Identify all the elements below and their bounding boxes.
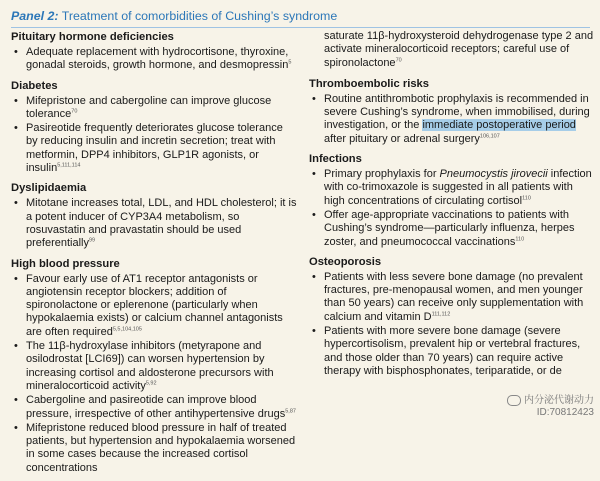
reference-marker[interactable]: 111,112: [431, 311, 451, 318]
section-title-thrombo: Thromboembolic risks: [309, 77, 429, 90]
list-item: • The 11β-hydroxylase inhibitors (metyrapone and osilodrostat [LCI69]) can worsen hypertension by increasing cortisol and aldosterone precursors with mineralocorticoid activity$^{5,92}$: [11, 340, 297, 393]
reference-marker[interactable]: 99: [88, 237, 96, 244]
section-title-dyslipidaemia: Dyslipidaemia: [11, 182, 87, 195]
section-title-osteo: Osteoporosis: [309, 255, 382, 268]
list-item: • Routine antithrombotic prophylaxis is recommended in severe Cushing’s syndrome, when immobilised, during investigation, or the immediate postoperative period after pituitary or adrenal surgery$^{106,107}$: [309, 93, 594, 146]
watermark: [507, 395, 594, 419]
watermark-id: ID:70812423: [536, 407, 594, 418]
section-diabetes: [11, 79, 297, 176]
watermark-name: 内分泌代谢动力: [524, 395, 594, 406]
reference-marker[interactable]: 5,111,114: [57, 162, 81, 169]
section-title-diabetes: Diabetes: [11, 79, 58, 92]
list-item: • Cabergoline and pasireotide can improve blood pressure, irrespective of other antihypertensive drugs$^{5,87}$: [11, 394, 297, 421]
section-pituitary: [11, 30, 297, 73]
reference-marker[interactable]: 110: [522, 195, 531, 202]
reference-marker[interactable]: 110: [515, 235, 525, 242]
list-item: • Patients with more severe bone damage (severe hypercortisolism, prevalent hip or vertebral fractures, and those older than 70 years) can require active therapy with bisphosphonates, teriparatide, or de: [309, 325, 594, 378]
section-infections: [309, 152, 594, 249]
list-item: • Favour early use of AT1 receptor antagonists or angiotensin receptor blockers; addition of spironolactone or eplerenone (particularly when hypokalaemia exists) or calcium channel antagonists are often required$^{5,5,104,105}$: [11, 273, 297, 339]
list-item: • Mifepristone reduced blood pressure in half of treated patients, but hypertension and hypokalaemia worsened in some cases because the increased cortisol concentrations: [11, 422, 297, 475]
left-column: [11, 30, 297, 481]
list-item: • Patients with less severe bone damage (no prevalent fractures, pre-menopausal women, and men younger than 50 years) can receive only supplementation with calcium and vitamin D$^{111,112}$: [309, 271, 594, 324]
reference-marker[interactable]: 70: [71, 108, 78, 115]
right-column: [309, 30, 594, 384]
list-item: • Primary prophylaxis for Pneumocystis jirovecii infection with co-trimoxazole is suggested in all patients with high concentrations of circulating cortisol$^{110}$: [309, 168, 594, 208]
reference-marker[interactable]: 106,107: [479, 133, 500, 140]
section-title-pituitary: Pituitary hormone deficiencies: [11, 31, 174, 43]
section-high-blood-pressure: [11, 257, 297, 475]
reference-marker[interactable]: 5,92: [145, 380, 157, 387]
section-title-infections: Infections: [309, 153, 362, 166]
wechat-icon: [507, 395, 521, 406]
reference-marker[interactable]: 5: [288, 59, 292, 66]
highlighted-text[interactable]: immediate postoperative period: [422, 119, 576, 132]
section-thromboembolic: [309, 77, 594, 146]
list-item: • Adequate replacement with hydrocortisone, thyroxine, gonadal steroids, growth hormone, and desmopressin$^5$: [11, 46, 297, 73]
panel-title: [11, 5, 590, 28]
list-item: • Pasireotide frequently deteriorates glucose tolerance by reducing insulin and incretin secretion; treat with metformin, DPP4 inhibitors, GLP1R agonists, or insulin$^{5,111,114}$: [11, 122, 297, 175]
continued-text: saturate 11β-hydroxysteroid dehydrogenase type 2 and activate mineralocorticoid receptors; careful use of spironolactone$^{70}$: [324, 30, 594, 69]
section-osteoporosis: [309, 255, 594, 378]
list-item: • Mitotane increases total, LDL, and HDL cholesterol; it is a potent inducer of CYP3A4 metabolism, so rosuvastatin and pravastatin should be used preferentially$^{99}$: [11, 197, 297, 250]
reference-marker[interactable]: 5,5,104,105: [112, 326, 142, 333]
reference-marker[interactable]: 5,87: [285, 407, 296, 414]
panel-heading: Treatment of comorbidities of Cushing’s syndrome: [61, 9, 338, 23]
list-item: • Mifepristone and cabergoline can improve glucose tolerance$^{70}$: [11, 95, 297, 122]
list-item: • Offer age-appropriate vaccinations to patients with Cushing’s syndrome—particularly influenza, herpes zoster, and pneumococcal vaccinations$^{110}$: [309, 209, 594, 249]
reference-marker[interactable]: 70: [395, 56, 402, 63]
section-title-bp: High blood pressure: [11, 257, 120, 270]
panel-label: Panel 2:: [11, 9, 59, 23]
section-dyslipidaemia: [11, 181, 297, 250]
